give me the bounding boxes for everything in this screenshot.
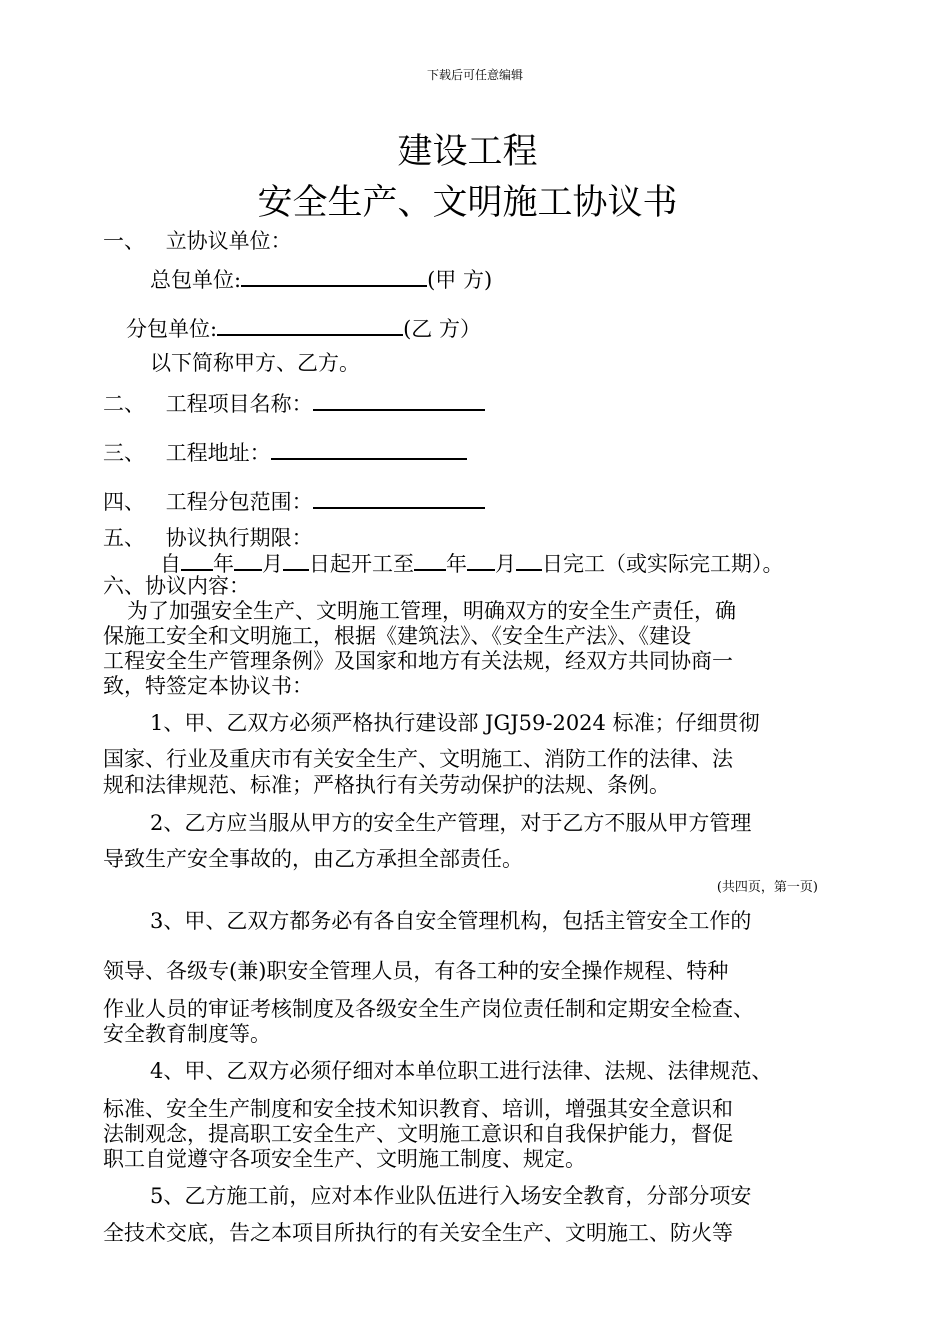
item-5-line-2: 全技术交底，告之本项目所执行的有关安全生产、文明施工、防火等: [103, 1221, 733, 1245]
subcontract-scope-blank[interactable]: [313, 487, 485, 509]
item-2-line-2: 导致生产安全事故的，由乙方承担全部责任。: [103, 847, 523, 871]
party-a-blank[interactable]: [241, 265, 427, 287]
section-5-label: 协议执行期限：: [165, 526, 313, 550]
intro-line-2: 保施工安全和文明施工，根据《建筑法》、《安全生产法》、《建设: [103, 624, 691, 648]
party-a-label: 总包单位:: [150, 268, 242, 292]
term-text-from: 自: [160, 552, 181, 576]
section-5-heading: [103, 525, 313, 551]
section-4-label: 工程分包范围：: [165, 490, 313, 514]
end-day-blank[interactable]: [516, 549, 542, 571]
section-3-number: 三、: [103, 441, 145, 465]
section-1-heading: [103, 228, 292, 254]
item-3-line-2: 领导、各级专(兼)职安全管理人员，有各工种的安全操作规程、特种: [103, 959, 729, 983]
item-3-line-1: 3、甲、乙双方都务必有各自安全管理机构，包括主管安全工作的: [150, 909, 752, 933]
item-5-line-1: 5、乙方施工前，应对本作业队伍进行入场安全教育，分部分项安: [150, 1184, 752, 1208]
party-b-blank[interactable]: [217, 314, 403, 336]
term-text-end: 日完工（或实际完工期）。: [542, 552, 784, 576]
section-1-number: 一、: [103, 229, 145, 253]
start-day-blank[interactable]: [283, 549, 309, 571]
section-4-number: 四、: [103, 490, 145, 514]
item-4-line-2: 标准、安全生产制度和安全技术知识教育、培训，增强其安全意识和: [103, 1097, 733, 1121]
term-text-year-2: 年: [446, 552, 467, 576]
party-abbrev-note: 以下简称甲方、乙方。: [150, 351, 360, 375]
project-name-blank[interactable]: [313, 389, 485, 411]
term-text-month: 月: [262, 552, 283, 576]
item-4-line-3: 法制观念，提高职工安全生产、文明施工意识和自我保护能力，督促: [103, 1122, 733, 1146]
party-b-label: 分包单位:: [126, 317, 218, 341]
section-2-number: 二、: [103, 392, 145, 416]
end-year-blank[interactable]: [414, 549, 446, 571]
item-1-line-2: 国家、行业及重庆市有关安全生产、文明施工、消防工作的法律、法: [103, 747, 733, 771]
party-a-suffix: (甲 方): [427, 268, 493, 292]
header-note: 下载后可任意编辑: [426, 68, 523, 82]
intro-line-4: 致，特签定本协议书：: [103, 674, 313, 698]
start-year-blank[interactable]: [181, 549, 213, 571]
start-month-blank[interactable]: [234, 549, 262, 571]
section-3-row: [103, 438, 467, 466]
section-2-row: [103, 389, 485, 417]
item-4-line-1: 4、甲、乙双方必须仔细对本单位职工进行法律、法规、法律规范、: [150, 1059, 773, 1083]
term-text-month-2: 月: [495, 552, 516, 576]
item-1-line-3: 规和法律规范、标准；严格执行有关劳动保护的法规、条例。: [103, 773, 670, 797]
section-2-label: 工程项目名称：: [165, 392, 313, 416]
title-line-1: 建设工程: [397, 132, 538, 172]
term-text-start-to: 日起开工至: [309, 552, 414, 576]
title-line-2: 安全生产、文明施工协议书: [257, 183, 678, 223]
party-b-row: [126, 314, 481, 342]
page-number: (共四页，第一页): [716, 880, 818, 895]
item-2-line-1: 2、乙方应当服从甲方的安全生产管理，对于乙方不服从甲方管理: [150, 811, 752, 835]
section-4-row: [103, 487, 485, 515]
party-a-row: [150, 265, 492, 293]
section-6-heading: 六、协议内容：: [103, 574, 250, 598]
item-3-line-4: 安全教育制度等。: [103, 1022, 271, 1046]
item-3-line-3: 作业人员的审证考核制度及各级安全生产岗位责任制和定期安全检查、: [103, 997, 754, 1021]
section-1-label: 立协议单位：: [165, 229, 292, 253]
term-period-row: [160, 549, 784, 577]
party-b-suffix: (乙 方）: [403, 317, 481, 341]
term-text-year: 年: [213, 552, 234, 576]
section-3-label: 工程地址：: [165, 441, 271, 465]
intro-line-1: 为了加强安全生产、文明施工管理，明确双方的安全生产责任，确: [127, 599, 736, 623]
item-1-line-1: 1、甲、乙双方必须严格执行建设部 JGJ59-2024 标准；仔细贯彻: [150, 711, 760, 735]
project-address-blank[interactable]: [271, 438, 467, 460]
item-4-line-4: 职工自觉遵守各项安全生产、文明施工制度、规定。: [103, 1147, 586, 1171]
end-month-blank[interactable]: [467, 549, 495, 571]
section-5-number: 五、: [103, 526, 145, 550]
intro-line-3: 工程安全生产管理条例》及国家和地方有关法规，经双方共同协商一: [103, 649, 733, 673]
